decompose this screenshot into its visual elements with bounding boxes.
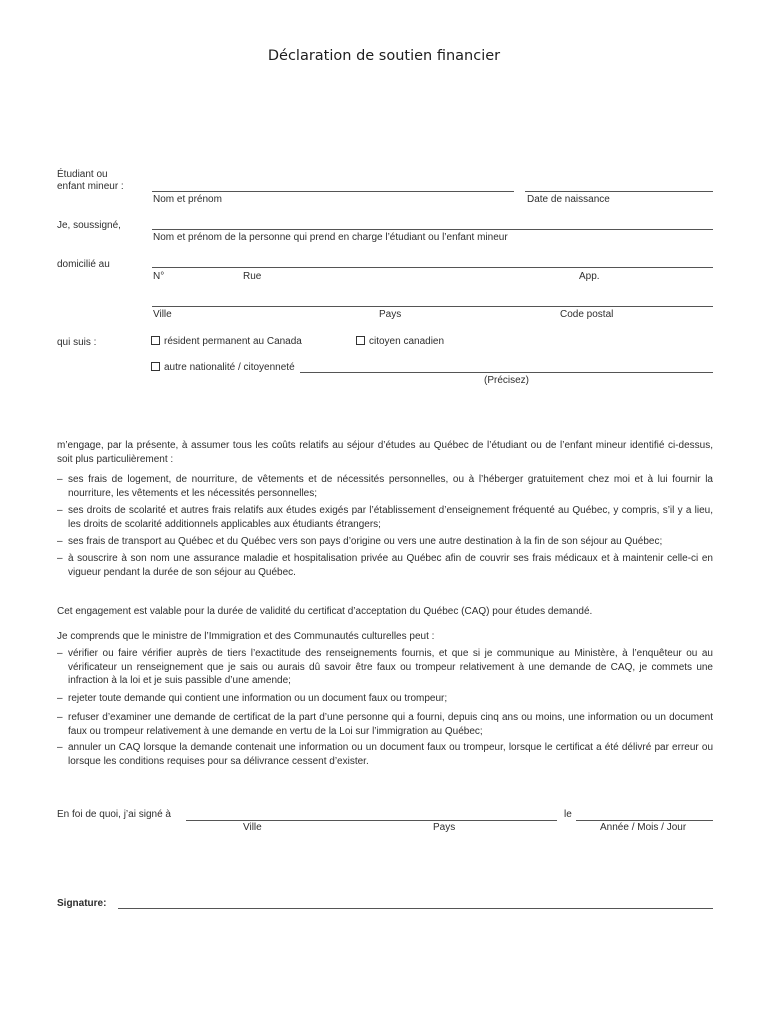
- dash-icon: –: [57, 693, 63, 704]
- minister-item-4: – annuler un CAQ lorsque la demande contenait une information ou un document faux ou trompeur, lorsque le certificat a été délivré par erreur ou lorsque les conditions requises pour sa délivrance cessent d’exister.: [57, 742, 713, 767]
- student-label-line2: enfant mineur :: [57, 181, 124, 192]
- option-permanent-resident-label: résident permanent au Canada: [164, 336, 302, 347]
- address-apt-caption: App.: [579, 271, 600, 282]
- checkbox-other-nationality[interactable]: [151, 362, 160, 371]
- sponsor-label: Je, soussigné,: [57, 220, 121, 231]
- checkbox-canadian-citizen[interactable]: [356, 336, 365, 345]
- address-no-caption: N°: [153, 271, 165, 282]
- status-label: qui suis :: [57, 337, 97, 348]
- sponsor-name-line: [152, 229, 713, 230]
- address-label: domicilié au: [57, 259, 110, 270]
- checkbox-permanent-resident[interactable]: [151, 336, 160, 345]
- validity-text: Cet engagement est valable pour la durée de validité du certificat d’acceptation du Québec (CAQ) pour études demandé.: [57, 606, 593, 617]
- dash-icon: –: [57, 648, 63, 659]
- dash-icon: –: [57, 742, 63, 753]
- signed-city-caption: Ville: [243, 822, 262, 833]
- signed-date-prefix: le: [564, 809, 572, 820]
- dash-icon: –: [57, 712, 63, 723]
- signed-place-field[interactable]: [186, 806, 557, 819]
- engagement-item-1: – ses frais de logement, de nourriture, de vêtements et de nécessités personnelles, ou à l’héberger gratuitement chez moi et à lui fournir la nourriture, les vêtements et les nécessités personnelles;: [57, 474, 713, 499]
- address-postal-caption: Code postal: [560, 309, 614, 320]
- student-name-line: [152, 191, 514, 192]
- signed-at-label: En foi de quoi, j’ai signé à: [57, 809, 171, 820]
- signed-date-caption: Année / Mois / Jour: [600, 822, 687, 833]
- engagement-intro: m’engage, par la présente, à assumer tous les coûts relatifs au séjour d’études au Québec de l’étudiant ou de l’enfant mineur identifié ci-dessus, soit plus particulièrement :: [57, 440, 713, 465]
- signed-date-line: [576, 820, 713, 821]
- student-dob-caption: Date de naissance: [527, 194, 610, 205]
- student-dob-field[interactable]: [525, 177, 713, 190]
- nationality-specify-caption: (Précisez): [484, 375, 530, 386]
- address-street-field[interactable]: [152, 253, 713, 266]
- nationality-specify-line: [300, 372, 713, 373]
- student-dob-line: [525, 191, 713, 192]
- dash-icon: –: [57, 553, 63, 564]
- option-other-nationality-label: autre nationalité / citoyenneté: [164, 362, 295, 373]
- signature-label: Signature:: [57, 898, 107, 909]
- signed-date-field[interactable]: [576, 806, 713, 819]
- student-label-line1: Étudiant ou: [57, 169, 108, 180]
- option-permanent-resident[interactable]: [151, 336, 302, 348]
- signed-country-caption: Pays: [433, 822, 456, 833]
- address-line1: [152, 267, 713, 268]
- engagement-item-2: – ses droits de scolarité et autres frais relatifs aux études exigés par l’établissement d’enseignement fréquenté au Québec, y compris, s’il y a lieu, les droits de scolarité additionnels applicables aux étudiants étrangers;: [57, 505, 713, 530]
- dash-icon: –: [57, 474, 63, 485]
- engagement-item-3: – ses frais de transport au Québec et du Québec vers son pays d’origine ou vers une autre destination à la fin de son séjour au Québec;: [57, 536, 663, 547]
- signature-field[interactable]: [118, 894, 713, 907]
- address-street-caption: Rue: [243, 271, 262, 282]
- student-name-caption: Nom et prénom: [153, 194, 222, 205]
- address-city-caption: Ville: [153, 309, 172, 320]
- engagement-item-4: – à souscrire à son nom une assurance maladie et hospitalisation privée au Québec afin de couvrir ses frais médicaux et à maintenir celle-ci en vigueur pendant la durée de son séjour au Québec.: [57, 553, 713, 578]
- signature-line: [118, 908, 713, 909]
- minister-item-1: – vérifier ou faire vérifier auprès de tiers l’exactitude des renseignements fournis, et que si je communique au Ministère, à l’enquêteur ou au vérificateur un renseignement que je sais ou aurais dû savoir être faux ou trompeur relativement à une demande de CAQ, je commets une infraction à la loi et je suis passible d’une amende;: [57, 648, 713, 686]
- minister-item-3: – refuser d’examiner une demande de certificat de la part d’une personne qui a fourni, depuis cinq ans ou moins, une information ou un document faux ou trompeur relativement à une demande en vertu de la Loi sur l’immigration au Québec;: [57, 712, 713, 737]
- minister-item-2: – rejeter toute demande qui contient une information ou un document faux ou trompeur;: [57, 693, 448, 704]
- minister-intro: Je comprends que le ministre de l’Immigration et des Communautés culturelles peut :: [57, 631, 435, 642]
- student-name-field[interactable]: [152, 177, 514, 190]
- signed-place-line: [186, 820, 557, 821]
- option-canadian-citizen[interactable]: [356, 336, 444, 348]
- address-line2: [152, 306, 713, 307]
- sponsor-name-field[interactable]: [152, 215, 713, 228]
- nationality-specify-field[interactable]: [300, 358, 713, 371]
- sponsor-name-caption: Nom et prénom de la personne qui prend en charge l’étudiant ou l’enfant mineur: [153, 232, 508, 243]
- dash-icon: –: [57, 536, 63, 547]
- option-canadian-citizen-label: citoyen canadien: [369, 336, 445, 347]
- option-other-nationality[interactable]: [151, 362, 295, 374]
- address-city-field[interactable]: [152, 292, 713, 305]
- page-title: Déclaration de soutien financier: [267, 48, 501, 64]
- address-country-caption: Pays: [379, 309, 402, 320]
- dash-icon: –: [57, 505, 63, 516]
